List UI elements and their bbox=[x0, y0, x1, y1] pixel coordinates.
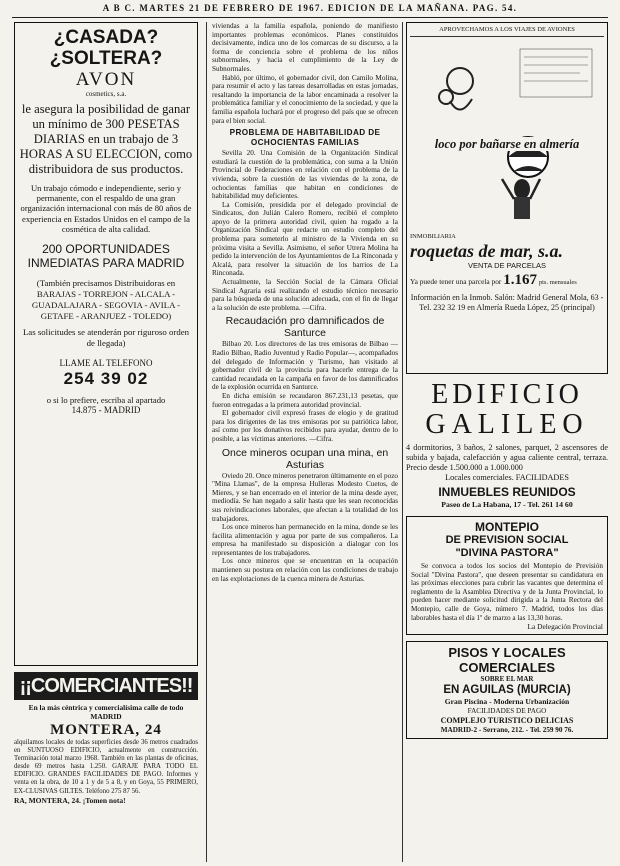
header-rule bbox=[12, 17, 608, 18]
galileo-address: Paseo de La Habana, 17 - Tel. 261 14 60 bbox=[441, 500, 573, 509]
roquetas-notice: APROVECHAMOS A LOS VIAJES DE AVIONES bbox=[410, 26, 604, 37]
avon-call-label: LLAME AL TELEFONO bbox=[59, 358, 153, 369]
roquetas-price: 1.167 bbox=[503, 272, 537, 288]
avon-or-write: o si lo prefiere, escriba al apartado bbox=[46, 395, 166, 406]
montera-footer: RA, MONTERA, 24. ¡Tomen nota! bbox=[14, 795, 126, 805]
headline-mineros: Once mineros ocupan una mina, en Asturias bbox=[221, 446, 389, 471]
right-column bbox=[406, 22, 608, 862]
article-paragraph-8: El gobernador civil expresó frases de elogio y de gratitud para los dirigentes de las tres emisoras por su patriótica labor, así como por los donativos recibidos para ayudar, dentro de lo posible, a las víctimas anteriores. —Cifra. bbox=[212, 409, 398, 443]
article-paragraph-4: La Comisión, presidida por el delegado provincial de Sindicatos, don Julián Calero Romero, recibió el completo apoyo de la primera autoridad civil, quien ha rogado a la Organización Sindical que redacte un estudio completo del problema para someterlo al ministro de la Vivienda en su próxima visita a Sevilla. Asimismo, el señor Utrera Molina ha pedido la intervención de los Ayuntamientos de La Rinconada y Alcalá, para resolver la situación de los barrios de La Rinconada. bbox=[212, 200, 398, 278]
avon-ad bbox=[14, 22, 198, 666]
roquetas-agency: INMOBILIARIA bbox=[410, 233, 456, 240]
avon-logo-sub: cosmetics, s.a. bbox=[85, 90, 127, 98]
avon-po-box: 14.875 - MADRID bbox=[71, 405, 141, 416]
avon-logo: AVON bbox=[75, 69, 137, 90]
article-paragraph-6: Bilbao 20. Los directores de las tres emisoras de Bilbao —Radio Bilbao, Radio Juventud y Radio Popular—, acompañados del delegado de Información y Turismo, han visitado al gobernador civil de la provincia para hacerle entrega de la cantidad recaudada en la campaña en favor de los damnificados de la explosión ocurrida en Santurce. bbox=[212, 340, 398, 392]
avon-pitch: le asegura la posibilidad de ganar un mínimo de 300 PESETAS DIARIAS en un trabajo de 3 HORAS A SU ELECCION, como distribuidora de sus productos. bbox=[19, 102, 193, 176]
avon-soltera: ¿SOLTERA? bbox=[49, 48, 163, 69]
avon-requests: Las solicitudes se atenderán por riguroso orden de llegada) bbox=[22, 327, 190, 349]
bather-figure bbox=[502, 179, 540, 219]
montepio-body: Se convoca a todos los socios del Montepio de Previsión Social "Divina Pastora", que deseen presentar su candidatura en las próximas elecciones para cubrir las vacantes que determina el reglamento de la Asamblea Directiva y de la Junta Provincial, lo pueden hacer mediante solicitud dirigida a la Junta Rectora del Montepio, calle de Goya, número 7. Madrid, todos los días laborables hasta el día 1º de marzo a las 13,30 horas. bbox=[411, 562, 603, 622]
galileo-ad bbox=[406, 380, 608, 510]
aguilas-title-2: COMERCIALES bbox=[458, 660, 556, 676]
article-intro: viviendas a la familia española, poniendo de manifiesto importantes problemas económicos. Planes constituidos decisivamente, indica uno de los comarcas de su discurso, a la forma de conciencia sobre el problema de los niños subnormales, y hacia el cumplimiento de la Ley de Subnormales. bbox=[212, 22, 398, 73]
avon-casada: ¿CASADA? bbox=[53, 27, 159, 48]
montera-subtitle: En la más céntrica y comercialísima calle de todo MADRID bbox=[28, 703, 184, 721]
roquetas-price-unit: pts. mensuales bbox=[538, 279, 577, 286]
aguilas-title-1: PISOS Y LOCALES bbox=[448, 645, 566, 661]
article-paragraph-10: Los once mineros han permanecido en la mina, donde se les facilita alimentación y agua por parte de sus compañeros. La empresa ha manifestado su disposición a dialogar con los representantes de los trabajadores. bbox=[212, 523, 398, 557]
galileo-keys: Locales comerciales. FACILIDADES bbox=[445, 473, 569, 482]
aguilas-title-5: Gran Piscina - Moderna Urbanización bbox=[444, 697, 570, 707]
avon-towns: (También precisamos Distribuidoras en BARAJAS - TORREJON - ALCALA - GUADALAJARA - SEGOVIA - AVILA - GETAFE - ARANJUEZ - TOLEDO) bbox=[31, 278, 181, 322]
avon-description: Un trabajo cómodo e independiente, serio y permanente, con el respaldo de una gran organización internacional con más de 80 años de experiencia en Estados Unidos en el campo de la cosmética de alta calidad. bbox=[20, 183, 192, 234]
galileo-title-2: GALILEO bbox=[425, 409, 589, 440]
roquetas-slogan: loco por bañarse en almería bbox=[410, 137, 604, 151]
left-column bbox=[14, 22, 198, 862]
article-paragraph-11: Los once mineros que se encuentran en la ocupación mantienen su postura en relación con las condiciones de trabajo en las explotaciones de la cuenca minera de Asturias. bbox=[212, 557, 398, 583]
montera-address: MONTERA, 24 bbox=[50, 722, 162, 738]
roquetas-price-line bbox=[410, 272, 604, 291]
roquetas-price-intro: Ya puede tener una parcela por bbox=[410, 277, 502, 286]
headline-habitabilidad: PROBLEMA DE HABITABILIDAD DE OCHOCIENTAS FAMILIAS bbox=[229, 128, 381, 148]
montera-ad bbox=[14, 672, 198, 805]
galileo-agent: INMUEBLES REUNIDOS bbox=[438, 485, 576, 499]
montera-body: alquilamos locales de todas superficies desde 36 metros cuadrados en SUNTUOSO EDIFICIO, actualmente en construcción. Terminación total marzo 1968. También en las plantas de oficinas, desde 69 metros hasta 1.250. GARAJE PARA TODO EL EDIFICIO. GRANDES FACILIDADES DE PAGO. Informes y venta en la obra, de 10 a 1 y de 5 a 8, y en Goya, 55 PRIMERO, EX-CLUSIVAS GILTES. Teléfono 275 87 56. bbox=[14, 739, 198, 795]
hanging-sun-figure bbox=[439, 49, 592, 110]
montepio-ad bbox=[406, 516, 608, 635]
aguilas-title-8: MADRID-2 - Serrano, 212. - Tel. 259 90 76. bbox=[440, 726, 574, 735]
bather-illustration bbox=[410, 39, 604, 229]
aguilas-title-6: FACILIDADES DE PAGO bbox=[467, 707, 547, 716]
galileo-body: 4 dormitorios, 3 baños, 2 salones, parquet, 2 ascensores de subida y bajada, calefacción y agua caliente central, terraza. Precio desde 1.500.000 a 1.000.000 bbox=[406, 443, 608, 472]
article-paragraph-2: Habló, por último, el gobernador civil, don Camilo Molina, para resumir el acto y las tareas desarrolladas en estas jornadas, resaltando la importancia de la labor encaminada a resolver la problemática familiar y el conocimiento de la sociedad, y que la familia española luchará por el progreso del país que se ofrecen para el bien social. bbox=[212, 73, 398, 125]
article-paragraph-5: Actualmente, la Sección Social de la Cámara Oficial Sindical Agraria está realizando el estudio técnico necesario para la búsqueda de una solución adecuada, con el fin de llegar a la solución de este problema. —Cifra. bbox=[212, 278, 398, 312]
roquetas-sales: VENTA DE PARCELAS bbox=[467, 261, 547, 270]
column-divider-left bbox=[206, 22, 207, 862]
montera-title: ¡¡COMERCIANTES!! bbox=[14, 672, 198, 700]
headline-santurce: Recaudación pro damnificados de Santurce bbox=[225, 315, 385, 340]
article-paragraph-9: Oviedo 20. Once mineros penetraron últimamente en el pozo "Mina Llamas", de la empresa Hulleras Modesto Cuetos, de Mieres, y se han encerrado en el interior de la mina desde ayer, mediodía. Se han negado a salir hasta que les sean reconocidas sus reivindicaciones laborales, que afectan a la totalidad de los trabajadores. bbox=[212, 471, 398, 523]
galileo-title-1: EDIFICIO bbox=[431, 379, 583, 410]
article-paragraph-7: En dicha emisión se recaudaron 867.231,13 pesetas, que fueron entregadas a la primera autoridad provincial. bbox=[212, 391, 398, 409]
aguilas-ad bbox=[406, 641, 608, 739]
column-divider-right bbox=[402, 22, 403, 862]
roquetas-info: Información en la Inmob. Salón: Madrid General Mola, 63 - Tel. 232 32 19 en Almería Rueda López, 25 (principal) bbox=[410, 293, 604, 312]
article-paragraph-3: Sevilla 20. Una Comisión de la Organización Sindical estudiará la cuestión de la problemática, con suma a la Unión Provincial de Federaciones en relación con el problema de la vivienda, sobre la cuestión de las viviendas de la zona, de ochocientas familias que habitan en condiciones de habitabilidad muy deficientes. bbox=[212, 149, 398, 201]
avon-opportunities: 200 OPORTUNIDADES INMEDIATAS PARA MADRID bbox=[27, 242, 185, 271]
aguilas-title-7: COMPLEJO TURISTICO DELICIAS bbox=[440, 716, 574, 726]
aguilas-title-3: SOBRE EL MAR bbox=[480, 675, 534, 684]
montepio-title-3: "DIVINA PASTORA" bbox=[455, 547, 559, 559]
montepio-title-2: DE PREVISION SOCIAL bbox=[445, 534, 569, 546]
page-header: A B C. MARTES 21 DE FEBRERO DE 1967. EDICION DE LA MAÑANA. PAG. 54. bbox=[102, 3, 518, 13]
avon-phone: 254 39 02 bbox=[63, 369, 149, 389]
montepio-title-1: MONTEPIO bbox=[474, 520, 539, 534]
montepio-signature: La Delegación Provincial bbox=[527, 622, 603, 632]
aguilas-title-4: EN AGUILAS (MURCIA) bbox=[443, 684, 571, 697]
roquetas-ad bbox=[406, 22, 608, 374]
roquetas-brand: roquetas de mar, s.a. bbox=[410, 241, 564, 261]
middle-column bbox=[212, 22, 398, 862]
